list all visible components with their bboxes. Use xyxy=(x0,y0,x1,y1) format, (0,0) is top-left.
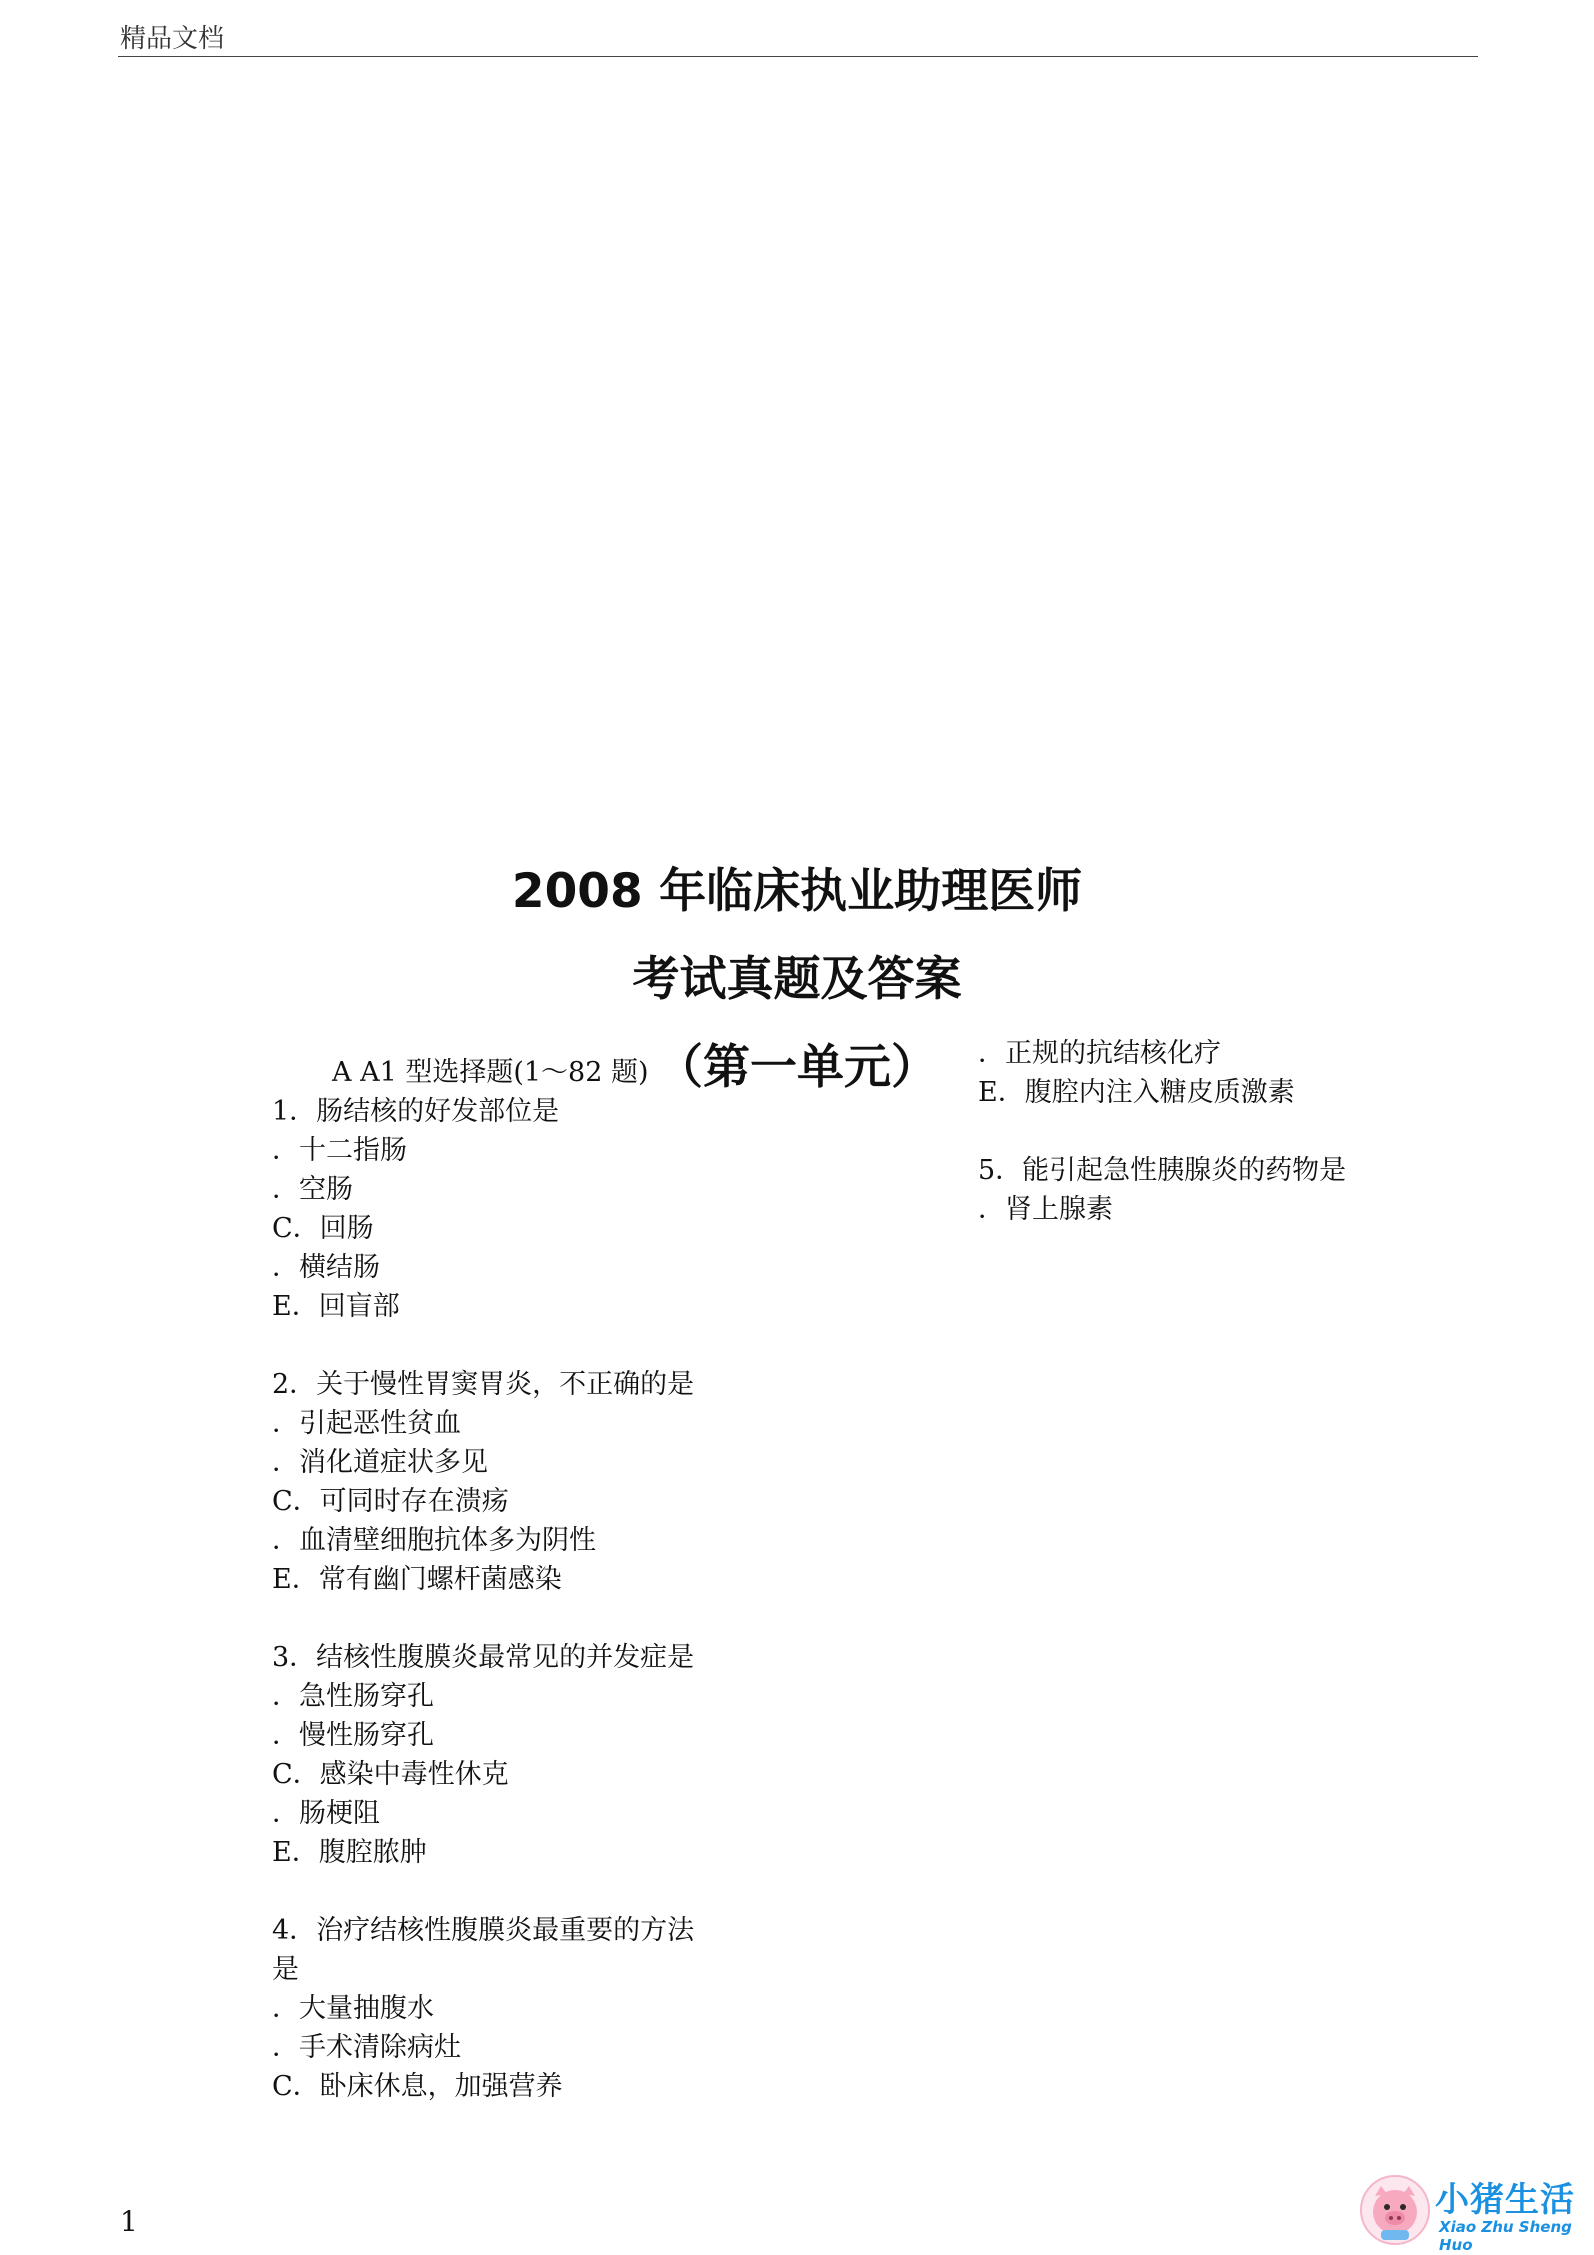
watermark-logo xyxy=(1355,2170,1594,2254)
question-3-option: ．肠梗阻 xyxy=(272,1798,380,1829)
question-2-option: ．消化道症状多见 xyxy=(272,1447,488,1478)
title-line-3: （第一单元） xyxy=(656,1040,938,1095)
question-2-option: ．引起恶性贫血 xyxy=(272,1408,461,1439)
left-column xyxy=(272,1053,792,2106)
page-number: 1 xyxy=(120,2205,138,2238)
question-4-option: E．腹腔内注入糖皮质激素 xyxy=(978,1077,1295,1108)
question-3-option: ．慢性肠穿孔 xyxy=(272,1720,434,1751)
question-4-option: ．大量抽腹水 xyxy=(272,1993,434,2024)
question-2-option: E．常有幽门螺杆菌感染 xyxy=(272,1564,562,1595)
spacer xyxy=(272,1599,792,1638)
question-5-option: ．肾上腺素 xyxy=(978,1194,1113,1225)
section-heading: A A1 型选择题(1～82 题) xyxy=(332,1057,649,1088)
header-label: 精品文档 xyxy=(120,24,225,54)
question-1-option: C．回肠 xyxy=(272,1213,374,1244)
title-line-2: 考试真题及答案 xyxy=(632,952,962,1007)
question-5-stem: 5．能引起急性胰腺炎的药物是 xyxy=(978,1155,1347,1186)
pig-mascot-icon xyxy=(1357,2172,1433,2248)
question-3-option: ．急性肠穿孔 xyxy=(272,1681,434,1712)
watermark-subtitle: Xiao Zhu Sheng Huo xyxy=(1439,2218,1572,2254)
question-2-stem: 2．关于慢性胃窦胃炎，不正确的是 xyxy=(272,1369,695,1400)
question-4-option: ．手术清除病灶 xyxy=(272,2032,461,2063)
question-4-stem-cont: 是 xyxy=(272,1954,299,1985)
question-4-option: C．卧床休息，加强营养 xyxy=(272,2071,563,2102)
question-1-option: ．空肠 xyxy=(272,1174,353,1205)
question-1-option: ．十二指肠 xyxy=(272,1135,407,1166)
spacer xyxy=(272,1872,792,1911)
header-divider xyxy=(118,56,1478,57)
question-1-option: ．横结肠 xyxy=(272,1252,380,1283)
question-2-option: C．可同时存在溃疡 xyxy=(272,1486,509,1517)
spacer xyxy=(978,1112,1498,1151)
question-1-stem: 1．肠结核的好发部位是 xyxy=(272,1096,560,1127)
question-3-option: C．感染中毒性休克 xyxy=(272,1759,509,1790)
question-3-option: E．腹腔脓肿 xyxy=(272,1837,427,1868)
title-line-1: 2008 年临床执业助理医师 xyxy=(511,864,1083,919)
question-2-option: ．血清壁细胞抗体多为阴性 xyxy=(272,1525,596,1556)
watermark-title: 小猪生活 xyxy=(1435,2180,1575,2220)
question-3-stem: 3．结核性腹膜炎最常见的并发症是 xyxy=(272,1642,695,1673)
question-4-stem: 4．治疗结核性腹膜炎最重要的方法 xyxy=(272,1915,695,1946)
question-4-option: ．正规的抗结核化疗 xyxy=(978,1038,1221,1069)
right-column xyxy=(978,1034,1498,1229)
question-1-option: E．回盲部 xyxy=(272,1291,400,1322)
spacer xyxy=(272,1326,792,1365)
